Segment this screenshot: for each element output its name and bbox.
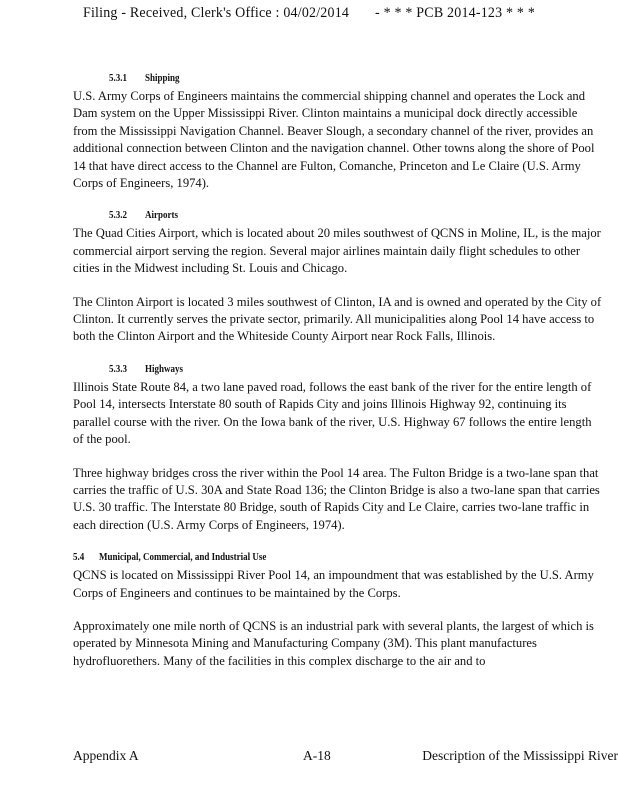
section-title: Shipping [145, 72, 180, 84]
section-number: 5.3.2 [109, 209, 127, 221]
section-title: Highways [145, 362, 184, 375]
section-heading-shipping [109, 72, 603, 84]
section-title: Municipal, Commercial, and Industrial Use [99, 551, 267, 563]
page-number: A-18 [303, 748, 331, 763]
section-number: 5.3.1 [109, 72, 127, 84]
paragraph: The Quad Cities Airport, which is located about 20 miles southwest of QCNS in Moline, IL, is the major commercial airport serving the region. Several major airlines maintain daily flight schedules to other cities in the Midwest including St. Louis and Chicago. [73, 226, 601, 276]
section-heading-land-use [73, 551, 603, 563]
paragraph: The Clinton Airport is located 3 miles southwest of Clinton, IA and is owned and operated by the City of Clinton. It currently serves the private sector, primarily. All municipalities along Pool 14 have access to both the Clinton Airport and the Whiteside County Airport near Rock Falls, Illinois. [73, 294, 602, 344]
section-number: 5.4 [73, 551, 85, 563]
paragraph: Illinois State Route 84, a two lane paved road, follows the east bank of the river for the entire length of Pool 14, intersects Interstate 80 south of Rapids City and joins Illinois Highway 92, continuing its parallel course with the river. On the Iowa bank of the river, U.S. Highway 67 follows the entire length of the pool. [73, 379, 592, 447]
footer-appendix: Appendix A [73, 748, 139, 763]
section-heading-highways [109, 363, 603, 375]
filing-header [0, 6, 618, 22]
section-number: 5.3.3 [109, 362, 127, 375]
paragraph: U.S. Army Corps of Engineers maintains the commercial shipping channel and operates the Lock and Dam system on the Upper Mississippi River. Clinton maintains a municipal dock directly accessible from the Mississippi Navigation Channel. Beaver Slough, a secondary channel of the river, provides an additional connection between Clinton and the navigation channel. Other towns along the shore of Pool 14 that have direct access to the Channel are Fulton, Comanche, Princeton and Le Claire (U.S. Army Corps of Engineers, 1974). [73, 89, 595, 191]
section-title: Airports [145, 209, 178, 221]
document-body [73, 72, 603, 670]
section-heading-airports [109, 209, 603, 221]
paragraph: Three highway bridges cross the river within the Pool 14 area. The Fulton Bridge is a two-lane span that carries the traffic of U.S. 30A and State Road 136; the Clinton Bridge is also a two-lane span that carries U.S. 30 traffic. The Interstate 80 Bridge, south of Rapids City and Le Claire, carries two-lane traffic in each direction (U.S. Army Corps of Engineers, 1974). [73, 465, 600, 532]
pcb-number: - * * * PCB 2014-123 * * * [375, 5, 536, 22]
footer-description: Description of the Mississippi River [422, 748, 618, 763]
filing-stamp: Filing - Received, Clerk's Office : 04/02/2014 [82, 5, 350, 22]
paragraph: Approximately one mile north of QCNS is an industrial park with several plants, the largest of which is operated by Minnesota Mining and Manufacturing Company (3M). This plant manufactures hydrofluorethers. Many of the facilities in this complex discharge to the air and to [73, 618, 594, 668]
paragraph: QCNS is located on Mississippi River Pool 14, an impoundment that was established by the U.S. Army Corps of Engineers and continues to be maintained by the Corps. [73, 568, 594, 600]
